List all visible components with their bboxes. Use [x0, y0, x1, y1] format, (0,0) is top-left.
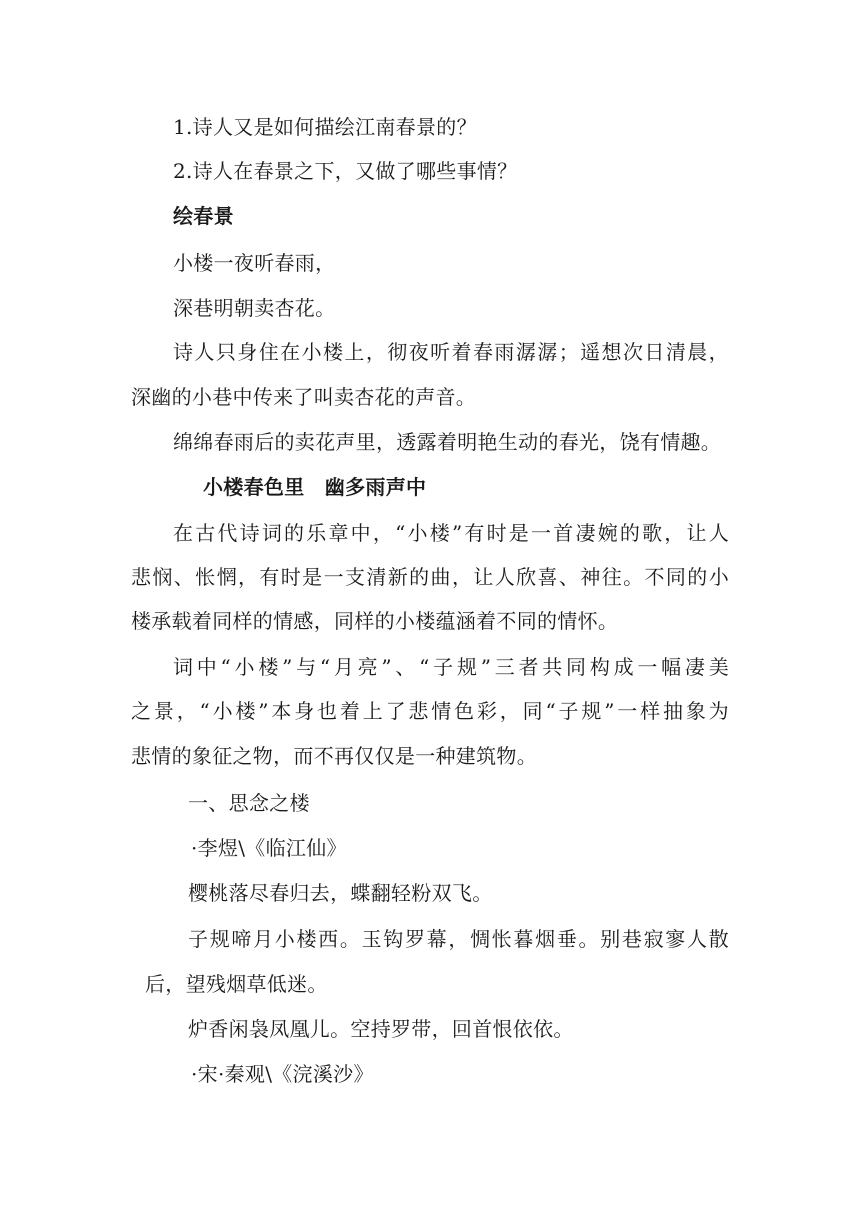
paragraph-1-line-1: 诗人只身住在小楼上，彻夜听着春雨潺潺；遥想次日清晨，	[173, 340, 729, 364]
paragraph-3-line-1: 在古代诗词的乐章中，“小楼”有时是一首凄婉的歌，让人	[173, 521, 729, 545]
poem-source-qin-guan: ·宋·秦观\《浣溪沙》	[191, 1062, 374, 1086]
paragraph-4-line-2: 之景，“小楼”本身也着上了悲情色彩，同“子规”一样抽象为	[131, 699, 729, 723]
paragraph-3-line-3: 楼承载着同样的情感，同样的小楼蕴涵着不同的情怀。	[131, 609, 619, 633]
paragraph-3-line-2: 悲悯、怅惘，有时是一支清新的曲，让人欣喜、神往。不同的小	[131, 565, 729, 589]
section-heading-spring-scene: 绘春景	[173, 204, 234, 228]
poem-line-2: 深巷明朝卖杏花。	[173, 296, 336, 320]
poem-line-1: 小楼一夜听春雨，	[173, 251, 336, 275]
paragraph-1-line-2: 深幽的小巷中传来了叫卖杏花的声音。	[131, 385, 477, 409]
verse-line-3: 炉香闲袅凤凰儿。空持罗带，回首恨依依。	[188, 1017, 574, 1041]
verse-line-2-continued: 后，望残烟草低迷。	[145, 972, 328, 996]
poem-source-li-yu: ·李煜\《临江仙》	[191, 836, 347, 860]
paragraph-2: 绵绵春雨后的卖花声里，透露着明艳生动的春光，饶有情趣。	[173, 430, 722, 454]
question-2: 2.诗人在春景之下，又做了哪些事情？	[173, 159, 518, 183]
paragraph-4-line-3: 悲情的象征之物，而不再仅仅是一种建筑物。	[131, 744, 537, 768]
paragraph-4-line-1: 词中“小楼”与“月亮”、“子规”三者共同构成一幅凄美	[173, 655, 729, 679]
verse-line-1: 樱桃落尽春归去，蝶翻轻粉双飞。	[188, 881, 493, 905]
subsection-heading-longing-tower: 一、思念之楼	[188, 791, 310, 815]
question-1: 1.诗人又是如何描绘江南春景的？	[173, 115, 477, 139]
section-heading-small-tower: 小楼春色里 幽多雨声中	[203, 475, 427, 499]
verse-line-2: 子规啼月小楼西。玉钩罗幕，惆怅暮烟垂。别巷寂寥人散	[188, 927, 729, 951]
